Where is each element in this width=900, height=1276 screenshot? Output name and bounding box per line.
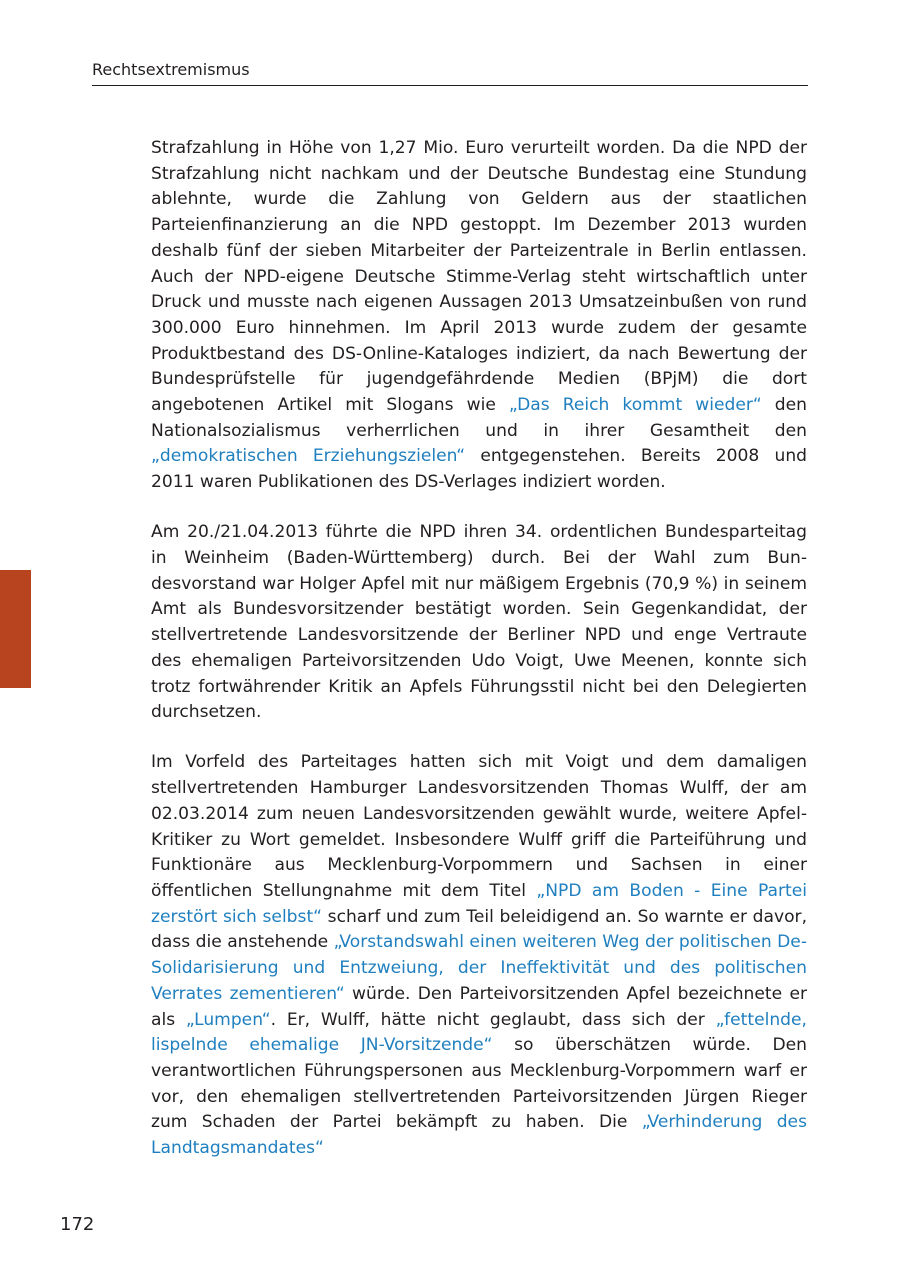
text-run: so überschätzen würde. Den verantwortlichen Führungspersonen aus Mecklenburg-Vorpommern warf er vor, den ehemaligen stellvertretenden Parteivorsitzenden Jürgen Rieger zum Schaden der Partei bekämpft zu haben. Die xyxy=(151,1035,807,1133)
running-header xyxy=(92,60,808,86)
chapter-side-tab xyxy=(0,570,31,688)
quoted-phrase: „Verhinderung des Landtagsmandates“ xyxy=(151,1112,807,1159)
page-number: 172 xyxy=(60,1214,95,1235)
quoted-phrase: „fettelnde, lispelnde ehemalige JN-Vorsitzende“ xyxy=(151,1009,807,1056)
text-run: den Nationalsozialismus verherrlichen und in ihrer Gesamtheit den xyxy=(151,395,807,441)
paragraph xyxy=(151,520,807,726)
paragraph xyxy=(151,136,807,496)
text-run: würde. Den Parteivorsitzenden Apfel bezeichnete er als xyxy=(151,983,808,1030)
text-run: Strafzahlung in Höhe von 1,27 Mio. Euro verurteilt worden. Da die NPD der Strafzahlung nicht nachkam und der Deutsche Bundestag eine Stundung ablehnte, wurde die Zahlung von Geldern aus der staatlichen Parteienfinanzierung an die NPD gestoppt. Im Dezember 2013 wurden deshalb fünf der sieben Mitarbeiter der Parteizentrale in Berlin entlassen. Auch der NPD-eigene Deutsche Stimme-Verlag steht wirtschaftlich unter Druck und musste nach eigenen Aussagen 2013 Umsatzeinbußen von rund 300.000 Euro hinnehmen. Im April 2013 wurde zudem der gesamte Produktbestand des DS-Online-Kataloges indiziert, da nach Bewertung der Bundesprüfstelle für jugendgefährdende Medien (BPjM) die dort angebotenen Artikel mit Slogans wie xyxy=(151,138,807,416)
running-header-title: Rechtsextremismus xyxy=(92,60,250,79)
body-text xyxy=(151,136,807,1186)
text-run: scharf und zum Teil beleidigend an. So warnte er davor, dass die anstehende xyxy=(151,906,808,953)
text-run: . Er, Wulff, hätte nicht geglaubt, dass sich der xyxy=(270,1009,716,1030)
paragraph xyxy=(151,750,807,1161)
quoted-phrase: „Vorstandswahl einen weiteren Weg der politischen De-Solidarisierung und Entzweiung, der Ineffektivität und des politischen Verrates zementieren“ xyxy=(151,932,807,1004)
quoted-phrase: „Das Reich kommt wieder“ xyxy=(508,395,762,416)
text-run: entgegenstehen. Bereits 2008 und 2011 waren Publikationen des DS-Verlages indiziert worden. xyxy=(151,446,808,493)
quoted-phrase: „Lumpen“ xyxy=(185,1009,271,1030)
text-run: Am 20./21.04.2013 führte die NPD ihren 34. ordentlichen Bundesparteitag in Weinheim (Baden-Württemberg) durch. Bei der Wahl zum Bundesvorstand war Holger Apfel mit nur mäßigem Ergebnis (70,9 %) in seinem Amt als Bundesvorsitzender bestätigt worden. Sein Gegenkandidat, der stellvertretende Landesvorsitzende der Berliner NPD und enge Vertraute des ehemaligen Parteivorsitzenden Udo Voigt, Uwe Meenen, konnte sich trotz fortwährender Kritik an Apfels Führungsstil nicht bei den Delegierten durchsetzen. xyxy=(151,522,807,723)
quoted-phrase: „demokratischen Erziehungszielen“ xyxy=(151,446,466,467)
quoted-phrase: „NPD am Boden - Eine Partei zerstört sich selbst“ xyxy=(151,880,807,927)
text-run: Im Vorfeld des Parteitages hatten sich mit Voigt und dem damaligen stellvertretenden Hamburger Landesvorsitzenden Thomas Wulff, der am 02.03.2014 zum neuen Landesvorsitzenden gewählt wurde, weitere Apfel-Kritiker zu Wort gemeldet. Insbesondere Wulff griff die Parteiführung und Funktionäre aus Mecklenburg-Vorpommern und Sachsen in einer öffentlichen Stellungnahme mit dem Titel xyxy=(151,752,807,901)
